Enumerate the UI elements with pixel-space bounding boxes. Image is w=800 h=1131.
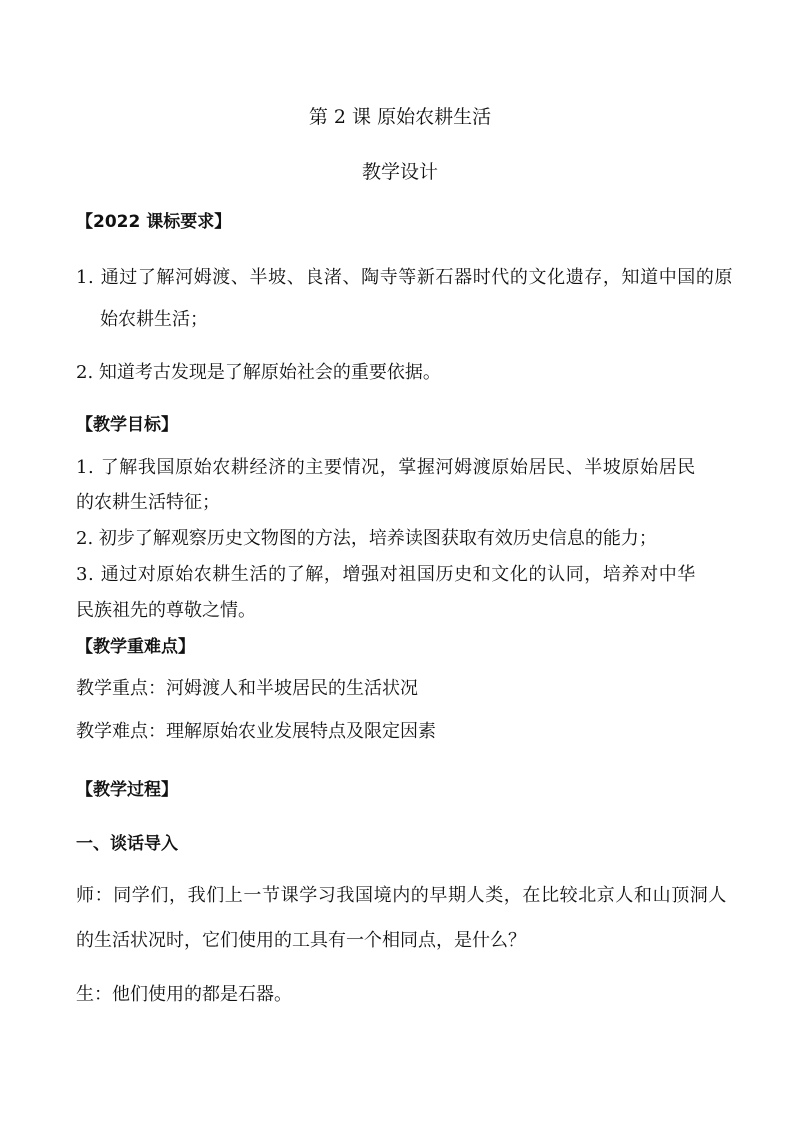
- standards-item-1-line-1: 1. 通过了解河姆渡、半坡、良渚、陶寺等新石器时代的文化遗存，知道中国的原: [76, 267, 734, 288]
- objectives-item-1-line-2: 的农耕生活特征；: [76, 492, 220, 513]
- teacher-line-2: 的生活状况时，它们使用的工具有一个相同点，是什么？: [76, 930, 526, 951]
- objectives-item-3-line-2: 民族祖先的尊敬之情。: [76, 600, 256, 621]
- section-1-heading: 一、谈话导入: [76, 834, 178, 854]
- objectives-item-2: 2. 初步了解观察历史文物图的方法，培养读图获取有效历史信息的能力；: [76, 528, 657, 549]
- key-point: 教学重点：河姆渡人和半坡居民的生活状况: [76, 678, 418, 699]
- objectives-item-1-line-1: 1. 了解我国原始农耕经济的主要情况，掌握河姆渡原始居民、半坡原始居民: [76, 457, 696, 478]
- teacher-line-1: 师：同学们，我们上一节课学习我国境内的早期人类，在比较北京人和山顶洞人: [76, 885, 727, 906]
- student-line: 生：他们使用的都是石器。: [76, 984, 292, 1005]
- standards-item-1-line-2: 始农耕生活；: [100, 309, 208, 330]
- process-heading: 【教学过程】: [76, 780, 178, 800]
- standards-item-2: 2. 知道考古发现是了解原始社会的重要依据。: [76, 362, 441, 383]
- key-points-heading: 【教学重难点】: [76, 637, 195, 657]
- lesson-subtitle: 教学设计: [361, 161, 438, 183]
- objectives-item-3-line-1: 3. 通过对原始农耕生活的了解，增强对祖国历史和文化的认同，培养对中华: [76, 564, 696, 585]
- objectives-heading: 【教学目标】: [76, 415, 178, 435]
- lesson-title: 第 2 课 原始农耕生活: [308, 106, 492, 128]
- standards-heading: 【2022 课标要求】: [76, 212, 232, 232]
- difficulty-point: 教学难点：理解原始农业发展特点及限定因素: [76, 721, 436, 742]
